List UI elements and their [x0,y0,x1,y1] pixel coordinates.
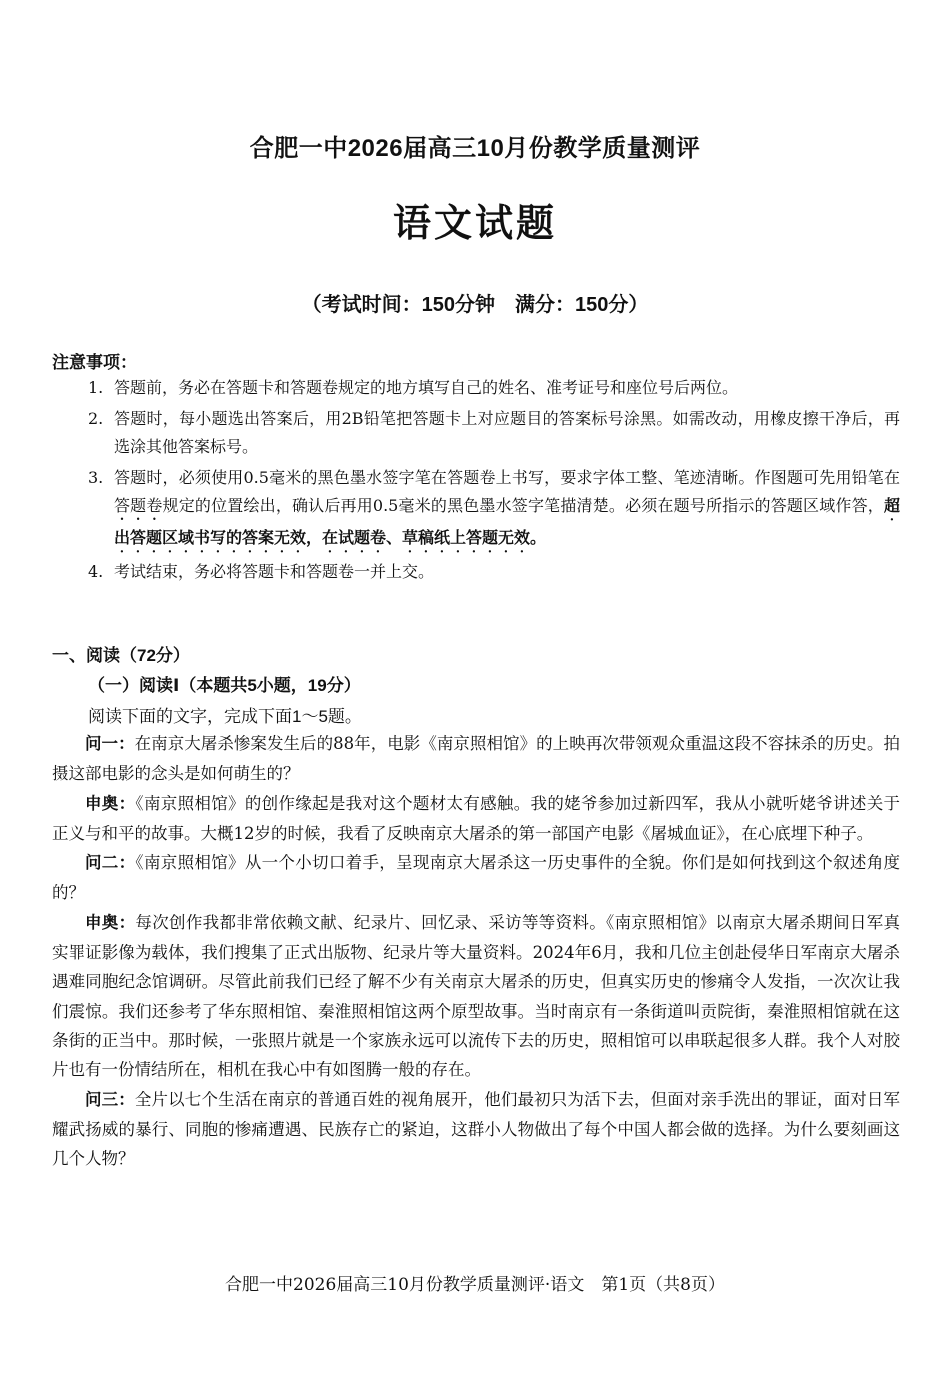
speaker-label: 申奥： [85,913,136,932]
notes-list [88,374,900,589]
interview-paragraph [52,729,900,789]
note-item [88,374,900,403]
note-item [88,405,900,462]
reading-passage [52,729,900,1173]
interview-paragraph [52,908,900,1085]
speaker-label: 问二： [85,854,136,873]
speaker-label: 申奥： [85,794,136,813]
reading-instruction: 阅读下面的文字，完成下面1～5题。 [88,707,362,726]
interview-paragraph [52,789,900,849]
interview-paragraph [52,1085,900,1174]
note-number: 2. [88,408,104,428]
note-number: 1. [88,378,104,397]
paragraph-text: 全片以七个生活在南京的普通百姓的视角展开，他们最初只为活下去，但面对亲手洗出的罪证，面对日军耀武扬威的暴行、同胞的惨痛遭遇、民族存亡的紧迫，这群小人物做出了每个中国人都会做的选择。为什么要刻画这几个人物？ [52,1089,900,1169]
speaker-label: 问三： [85,1090,135,1109]
note-text: 考试结束，务必将答题卡和答题卷一并上交。 [114,562,435,581]
exam-info: （考试时间：150分钟 满分：150分） [301,294,649,316]
paragraph-text: 在南京大屠杀惨案发生后的88年，电影《南京照相馆》的上映再次带领观众重温这段不容抹杀的历史。拍摄这部电影的念头是如何萌生的？ [52,734,900,784]
note-dotted-text: 答题卷 [114,496,163,515]
paragraph-text: 《南京照相馆》从一个小切口着手，呈现南京大屠杀这一历史事件的全貌。你们是如何找到这个叙述角度的？ [52,853,900,903]
note-text: 答题前，务必在答题卡和答题卷规定的地方填写自己的姓名、准考证号和座位号后两位。 [114,378,739,397]
note-text: 答题时，必须使用0.5毫米的黑色墨水签字笔在答题卷上书写，要求字体工整、笔迹清晰。作图题可先用铅笔在 [114,467,900,487]
subject-title: 语文试题 [392,200,557,245]
section-heading: 一、阅读（72分） [52,646,190,665]
paragraph-text: 《南京照相馆》的创作缘起是我对这个题材太有感触。我的姥爷参加过新四军，我从小就听姥爷讲述关于正义与和平的故事。大概12岁的时候，我看了反映南京大屠杀的第一部国产电影《屠城血证》，在心底埋下种子。 [52,793,900,843]
note-item [88,558,900,587]
sub-section-heading: （一）阅读Ⅰ（本题共5小题，19分） [88,676,361,695]
note-number: 3. [88,467,104,487]
paragraph-text: 每次创作我都非常依赖文献、纪录片、回忆录、采访等等资料。《南京照相馆》以南京大屠杀期间日军真实罪证影像为载体，我们搜集了正式出版物、纪录片等大量资料。2024年6月，我和几位主创赴侵华日军南京大屠杀遇难同胞纪念馆调研。尽管此前我们已经了解不少有关南京大屠杀的历史，但真实历史的惨痛令人发指，一次次让我们震惊。我们还参考了华东照相馆、秦淮照相馆这两个原型故事。当时南京有一条街道叫贡院街，秦淮照相馆就在这条街的正当中。那时候，一张照片就是一个家族永远可以流传下去的历史，照相馆可以串联起很多人群。我个人对胶片也有一份情结所在，相机在我心中有如图腾一般的存在。 [52,912,900,1080]
page-footer: 合肥一中2026届高三10月份教学质量测评·语文 第1页（共8页） [225,1275,725,1295]
note-number: 4. [88,562,104,581]
speaker-label: 问一： [85,735,135,753]
note-text: 答题时，每小题选出答案后，用2B铅笔把答题卡上对应题目的答案标号涂黑。如需改动，用橡皮擦干净后，再选涂其他答案标号。 [114,408,900,456]
note-item [88,464,900,557]
exam-title: 合肥一中2026届高三10月份教学质量测评 [249,135,701,162]
note-emphasis-text: 超出答题区域书写的答案无效，在试题卷、草稿纸上答题无效。 [114,498,900,547]
notes-heading: 注意事项： [52,353,137,372]
interview-paragraph [52,848,900,908]
note-text: 规定的位置绘出，确认后再用0.5毫米的黑色墨水签字笔描清楚。必须在题号所指示的答题区域作答， [162,496,884,515]
